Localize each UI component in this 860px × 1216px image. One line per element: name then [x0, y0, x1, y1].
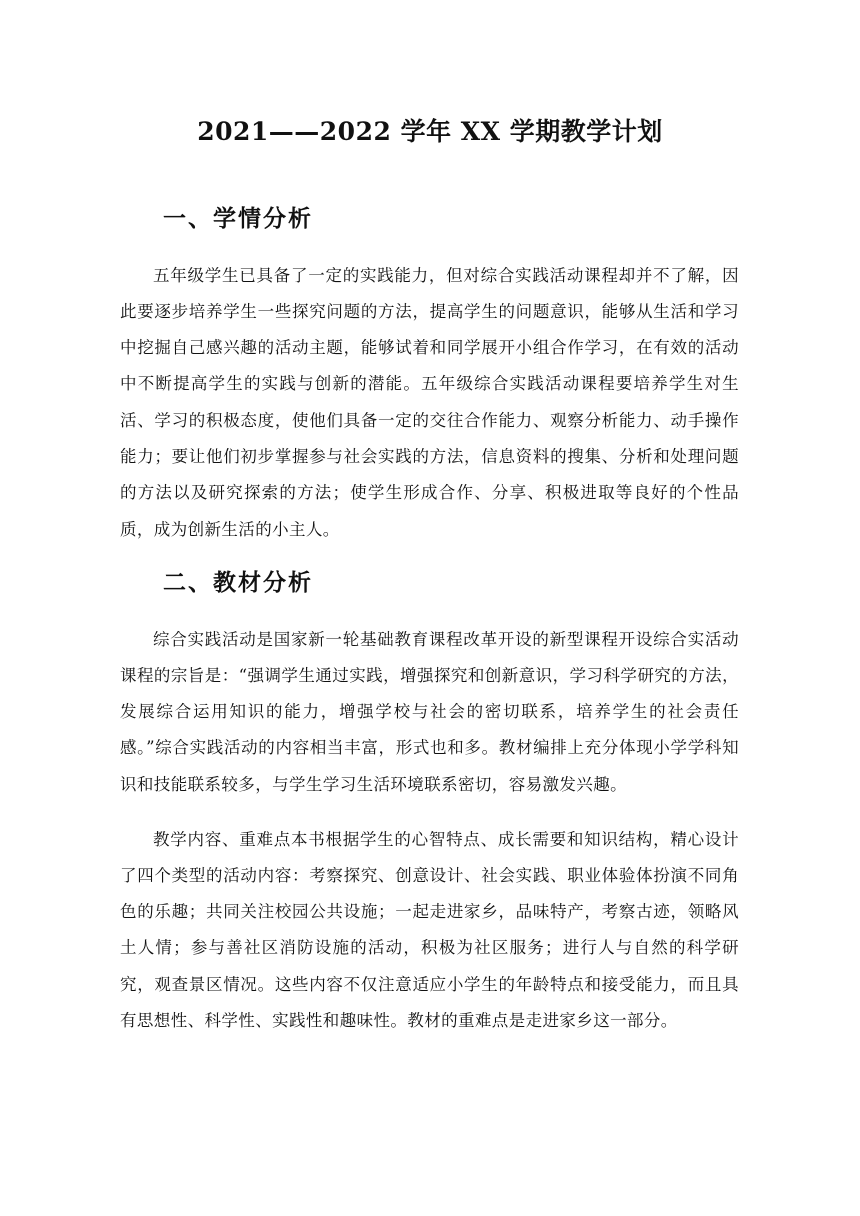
section-heading-learning-analysis: 一、学情分析 — [163, 205, 313, 232]
paragraph-learning-analysis: 五年级学生已具备了一定的实践能力，但对综合实践活动课程却并不了解，因此要逐步培养学生一些探究问题的方法，提高学生的问题意识，能够从生活和学习中挖掘自己感兴趣的活动主题，能够试着和同学展开小组合作学习，在有效的活动中不断提高学生的实践与创新的潜能。五年级综合实践活动课程要培养学生对生活、学习的积极态度，使他们具备一定的交往合作能力、观察分析能力、动手操作能力；要让他们初步掌握参与社会实践的方法，信息资料的搜集、分析和处理问题的方法以及研究探索的方法；使学生形成合作、分享、积极进取等良好的个性品质，成为创新生活的小主人。 — [120, 265, 739, 539]
document-title: 2021——2022 学年 XX 学期教学计划 — [197, 117, 663, 146]
section-heading-textbook-analysis: 二、教材分析 — [163, 569, 313, 596]
paragraph-textbook-analysis-2: 教学内容、重难点本书根据学生的心智特点、成长需要和知识结构，精心设计了四个类型的活动内容：考察探究、创意设计、社会实践、职业体验体扮演不同角色的乐趣；共同关注校园公共设施；一起走进家乡，品味特产，考察古迹，领略风土人情；参与善社区消防设施的活动，积极为社区服务；进行人与自然的科学研究，观查景区情况。这些内容不仅注意适应小学生的年龄特点和接受能力，而且具有思想性、科学性、实践性和趣味性。教材的重难点是走进家乡这一部分。 — [120, 829, 739, 1030]
paragraph-textbook-analysis-1: 综合实践活动是国家新一轮基础教育课程改革开设的新型课程开设综合实活动课程的宗旨是：“强调学生通过实践，增强探究和创新意识，学习科学研究的方法，发展综合运用知识的能力，增强学校与社会的密切联系，培养学生的社会责任感。”综合实践活动的内容相当丰富，形式也和多。教材编排上充分体现小学学科知识和技能联系较多，与学生学习生活环境联系密切，容易激发兴趣。 — [120, 629, 739, 794]
